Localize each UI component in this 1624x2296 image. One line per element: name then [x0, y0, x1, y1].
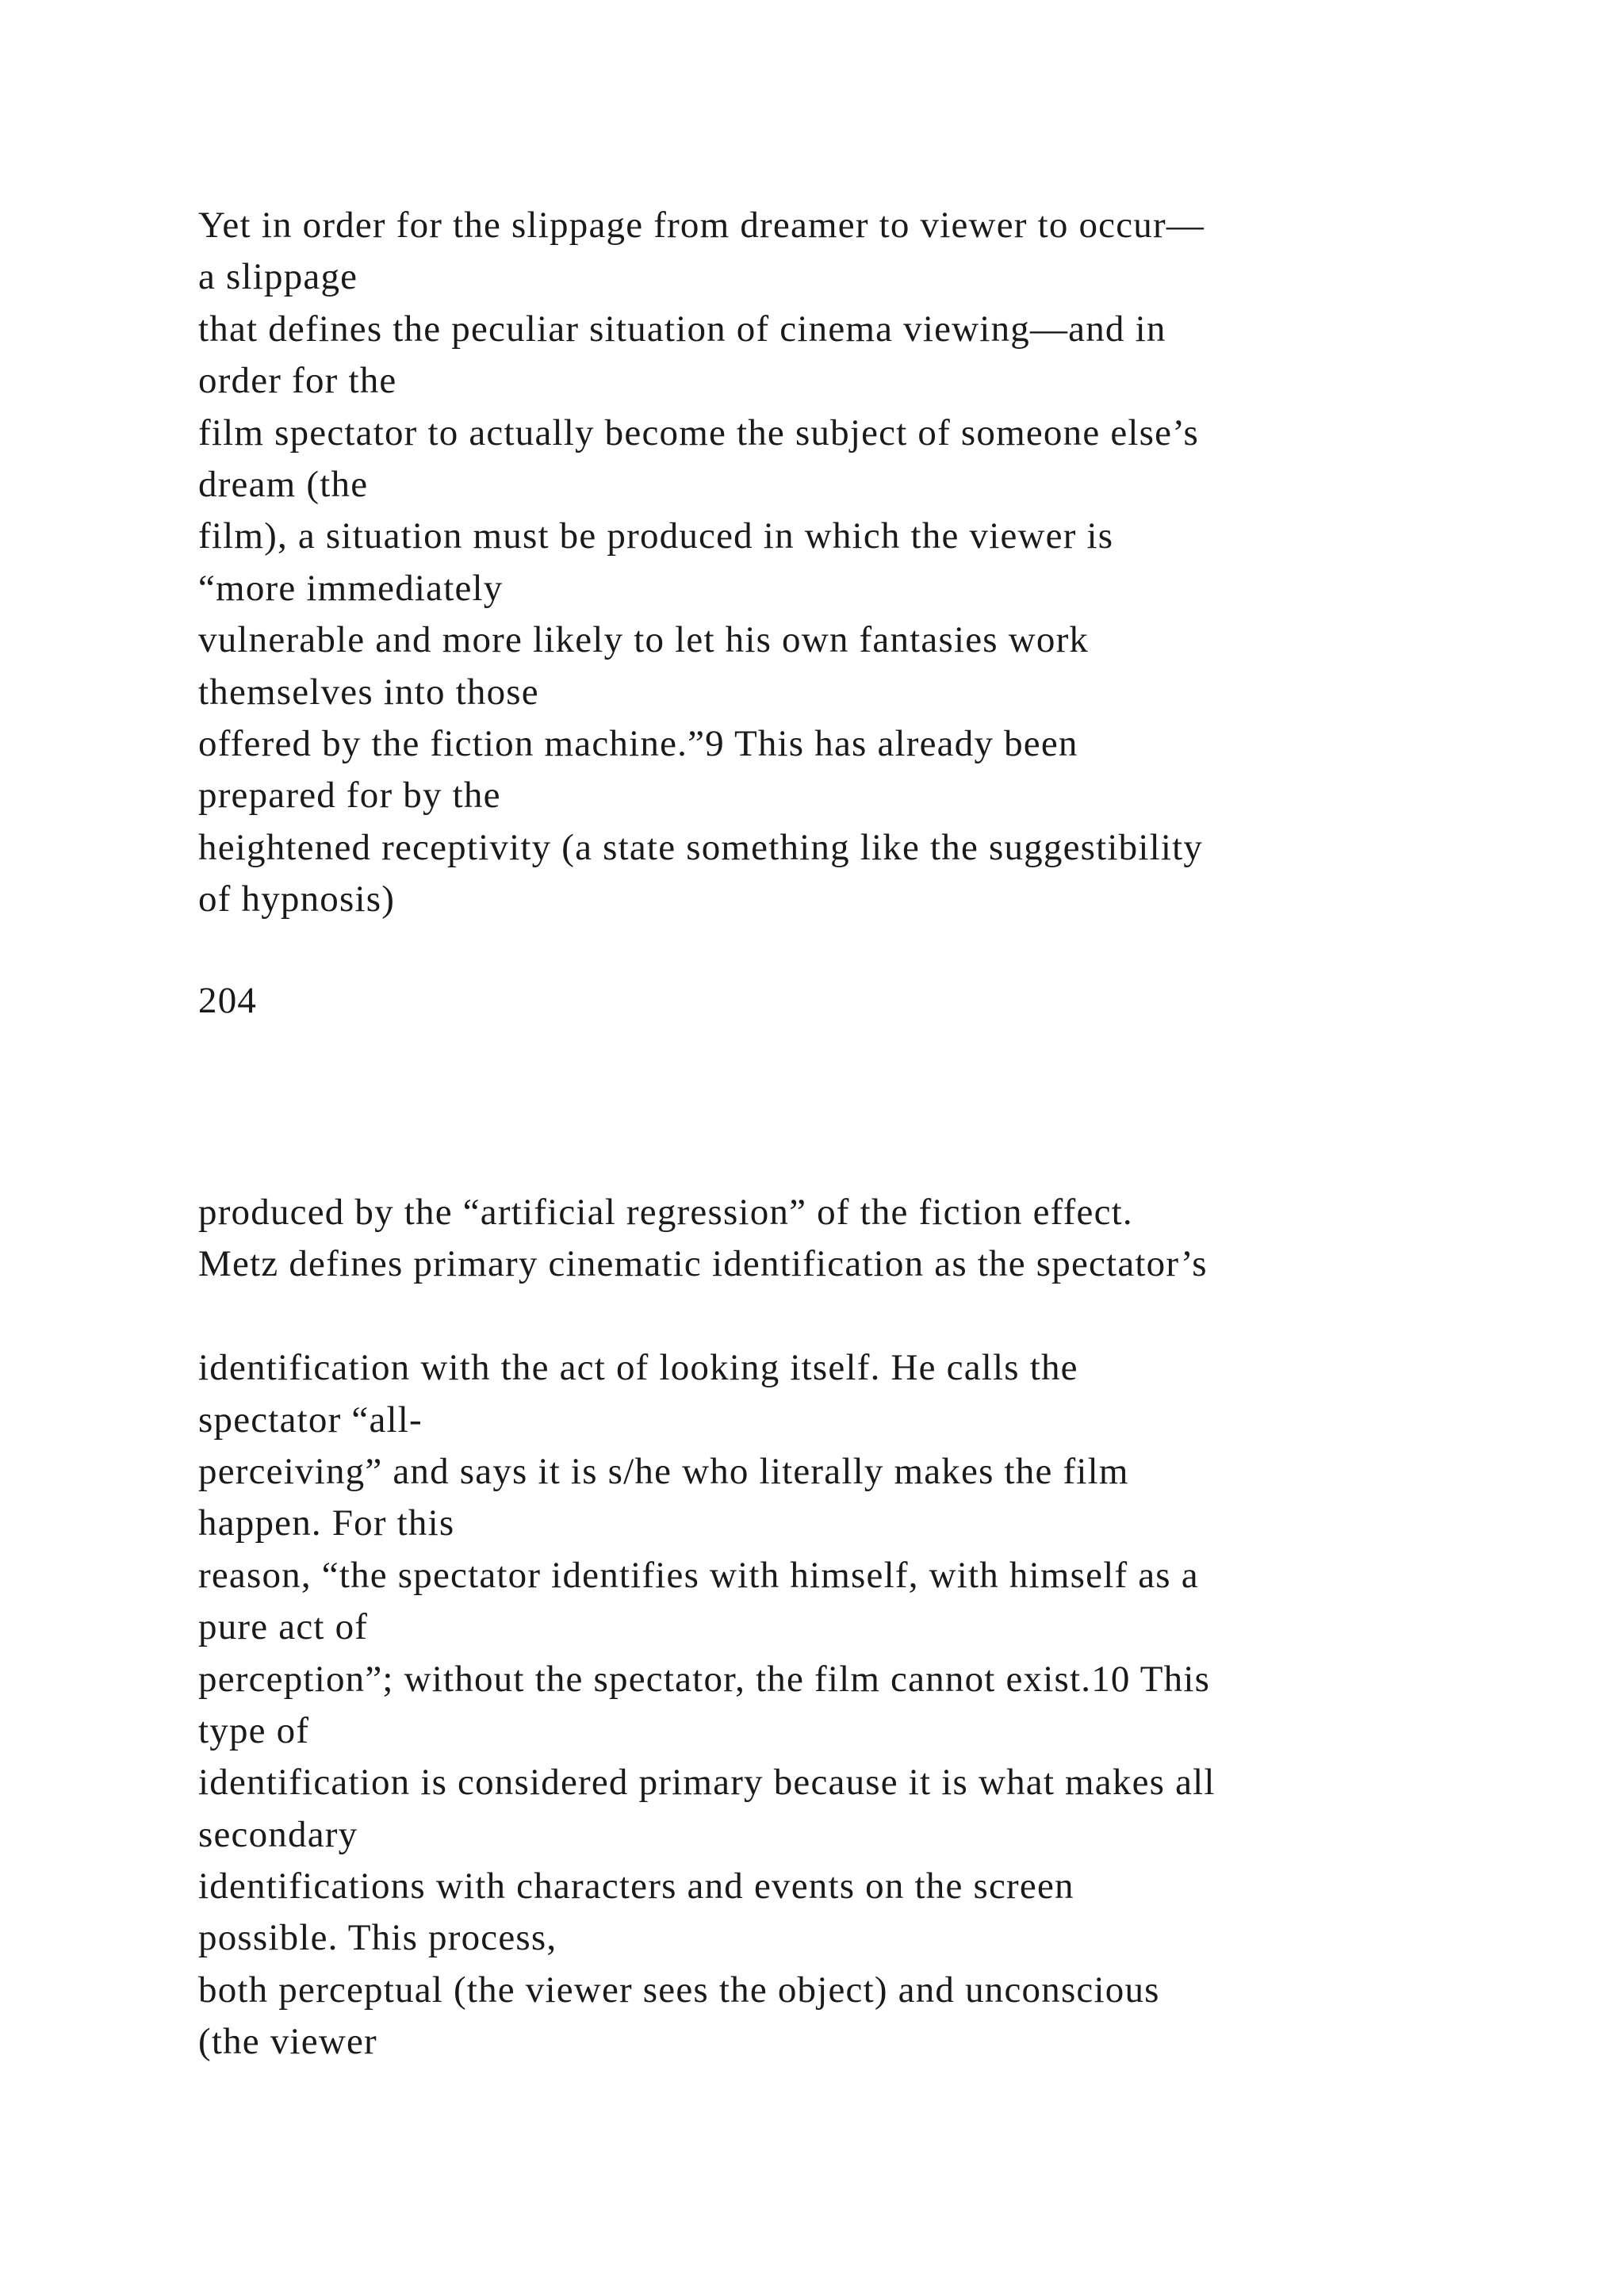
text-line: dream (the — [198, 463, 369, 505]
text-line: offered by the fiction machine.”9 This has already been — [198, 722, 1078, 764]
text-line: pure act of — [198, 1606, 369, 1648]
text-line: perceiving” and says it is s/he who literally makes the film — [198, 1450, 1129, 1492]
text-block-bottom — [198, 1187, 1546, 2068]
text-line: themselves into those — [198, 671, 539, 713]
text-line: film spectator to actually become the subject of someone else’s — [198, 411, 1199, 453]
text-line: vulnerable and more likely to let his own fantasies work — [198, 619, 1090, 661]
text-line: happen. For this — [198, 1502, 455, 1544]
text-line: identifications with characters and events on the screen — [198, 1866, 1074, 1908]
text-block-top — [198, 200, 1546, 925]
text-line: secondary — [198, 1813, 358, 1855]
text-line: order for the — [198, 360, 397, 402]
text-line: a slippage — [198, 256, 358, 298]
text-line: perception”; without the spectator, the film cannot exist.10 This — [198, 1658, 1211, 1700]
text-line: film), a situation must be produced in which the viewer is — [198, 515, 1114, 557]
text-line: identification with the act of looking itself. He calls the — [198, 1347, 1078, 1389]
text-line: produced by the “artificial regression” of the fiction effect. — [198, 1192, 1133, 1233]
text-line: prepared for by the — [198, 775, 501, 817]
text-line: (the viewer — [198, 2021, 377, 2063]
text-line: reason, “the spectator identifies with himself, with himself as a — [198, 1554, 1199, 1596]
text-line: spectator “all- — [198, 1399, 423, 1441]
text-line: Metz defines primary cinematic identification as the spectator’s — [198, 1243, 1208, 1285]
text-line: of hypnosis) — [198, 878, 396, 920]
text-line: “more immediately — [198, 567, 504, 609]
text-line: possible. This process, — [198, 1917, 557, 1959]
page-number-block — [198, 975, 1546, 1027]
text-line: that defines the peculiar situation of cinema viewing—and in — [198, 308, 1166, 350]
text-line: both perceptual (the viewer sees the object) and unconscious — [198, 1969, 1160, 2011]
blank-line — [198, 1291, 1546, 1342]
page-number: 204 — [198, 980, 258, 1021]
text-line: heightened receptivity (a state something like the suggestibility — [198, 826, 1204, 868]
text-line: type of — [198, 1709, 310, 1751]
text-line: identification is considered primary because it is what makes all — [198, 1762, 1216, 1804]
text-line: Yet in order for the slippage from dreamer to viewer to occur— — [198, 205, 1205, 246]
